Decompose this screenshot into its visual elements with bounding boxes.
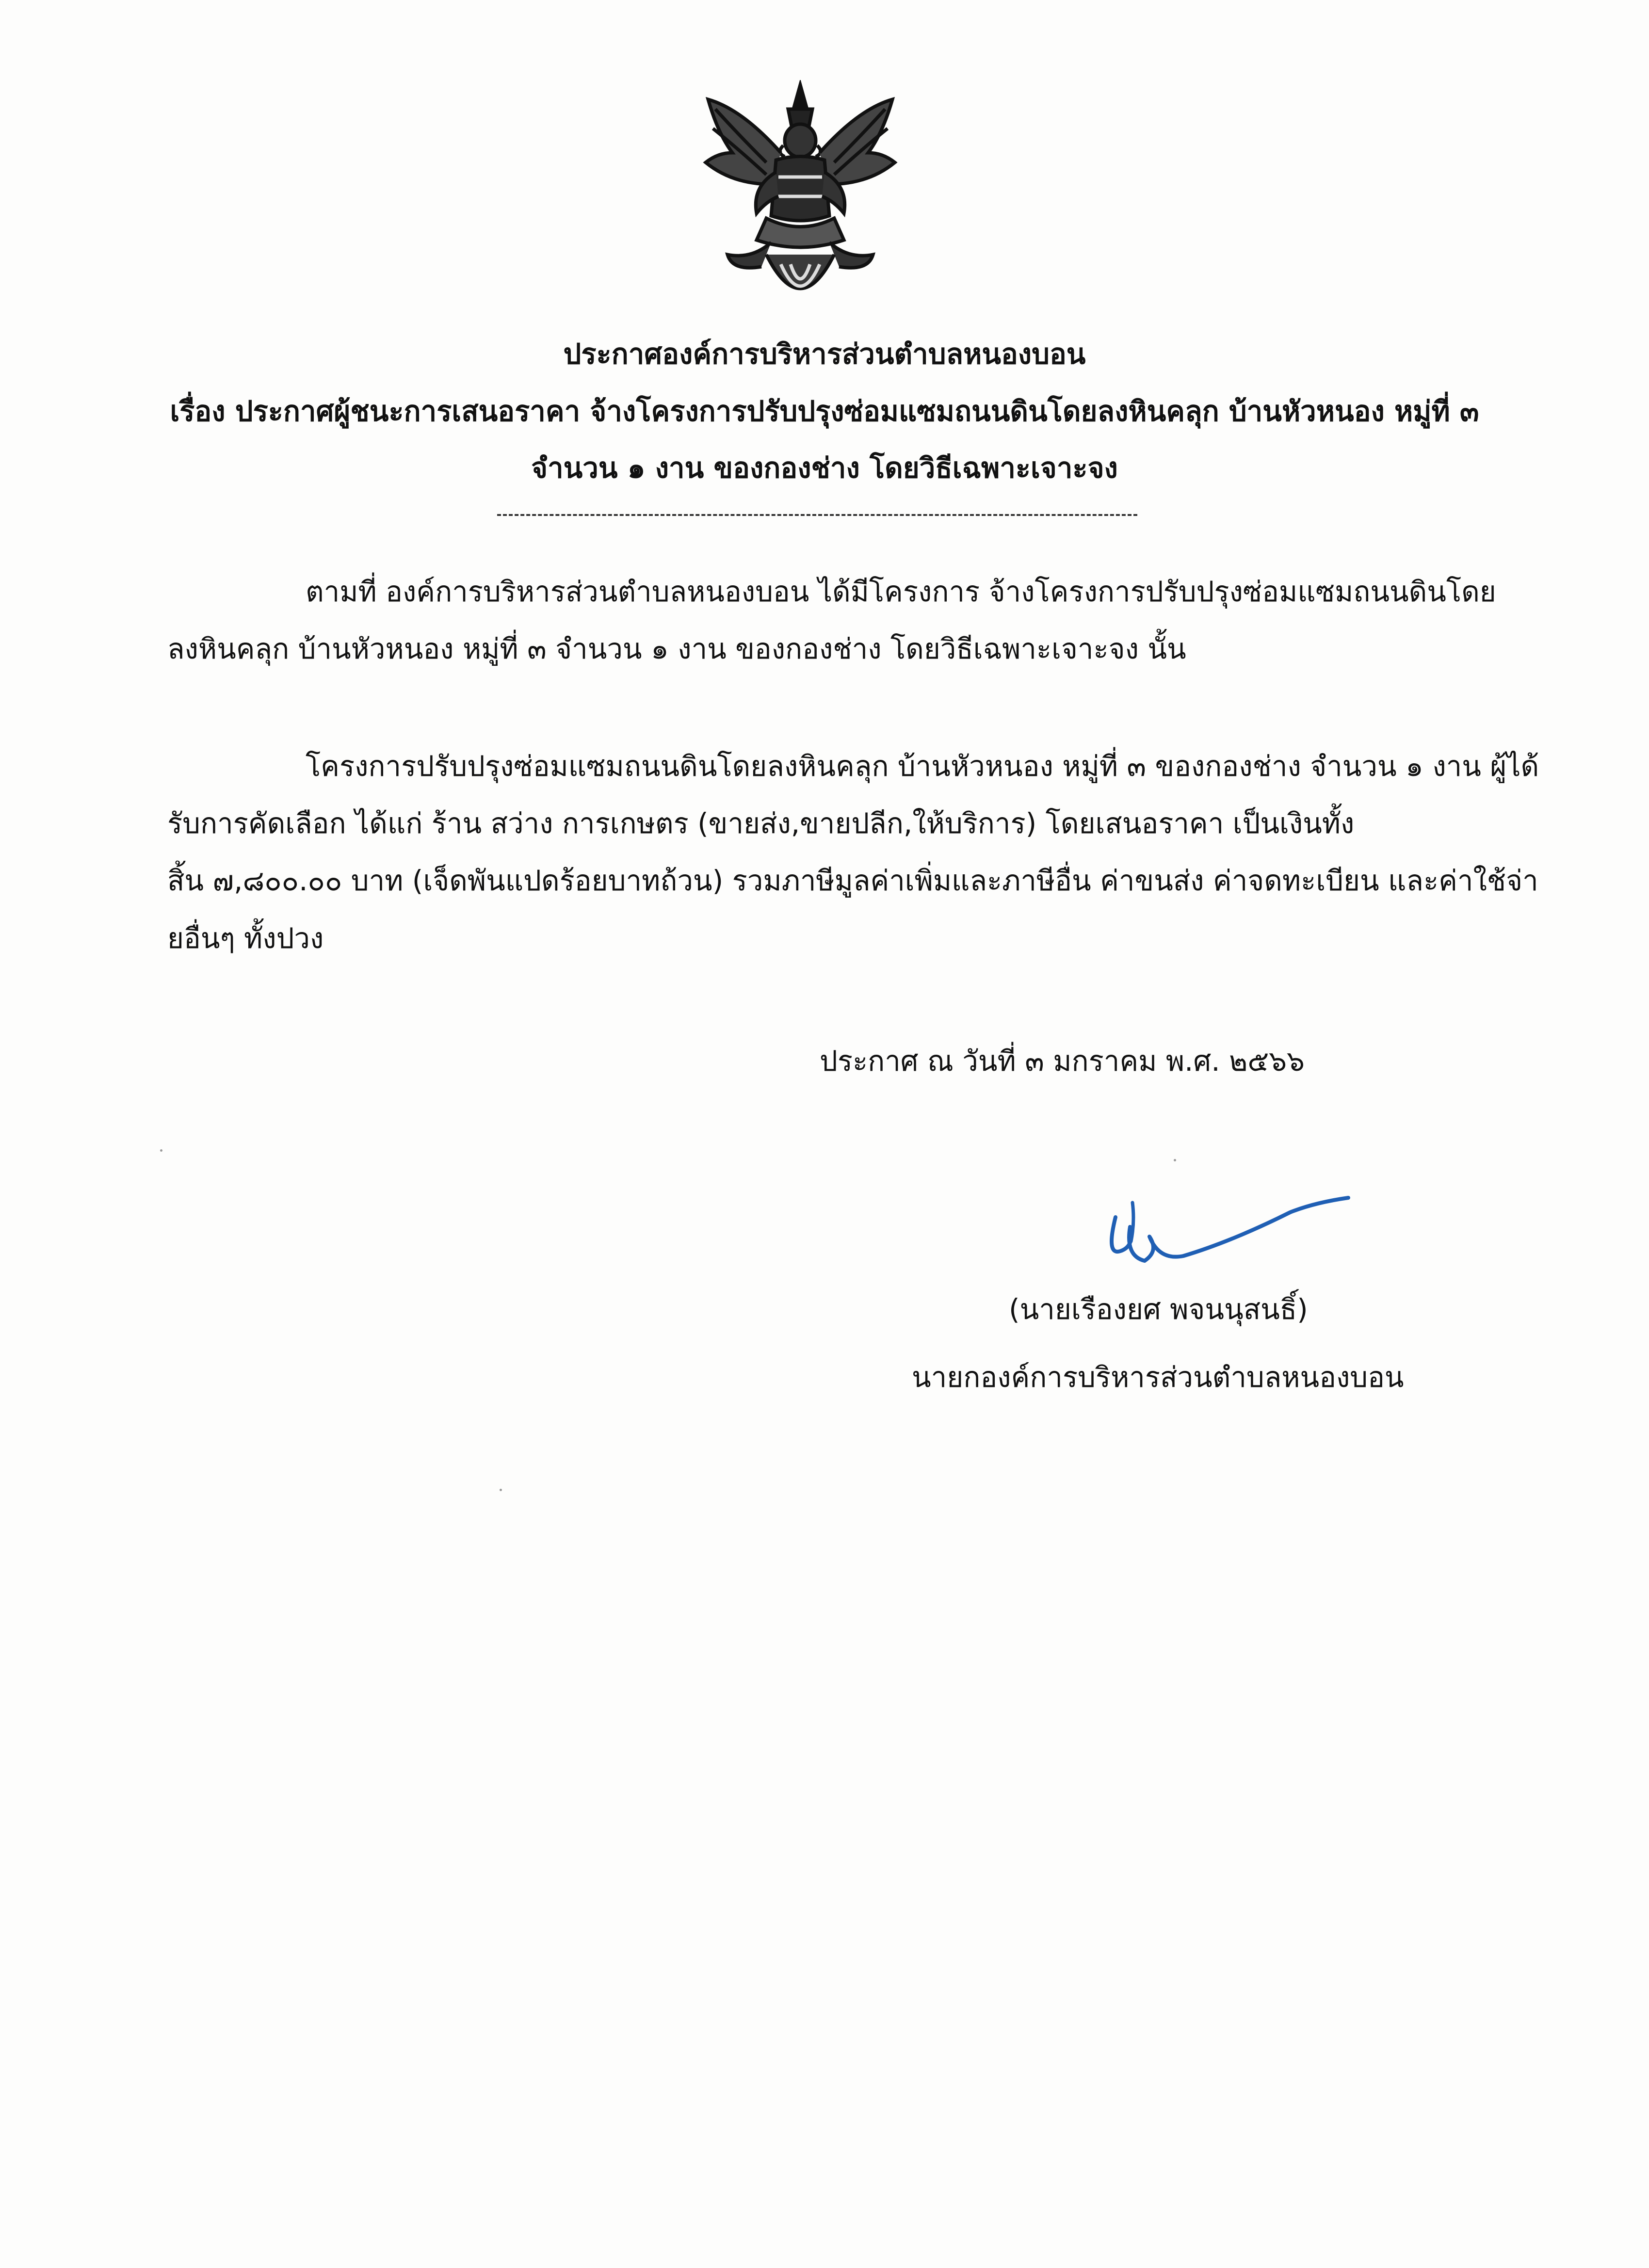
signature-icon	[1086, 1183, 1358, 1295]
subject-line-1: เรื่อง ประกาศผู้ชนะการเสนอราคา จ้างโครงการปรับปรุงซ่อมแซมถนนดินโดยลงหินคลุก บ้านหัวหนอง หมู่ที่ ๓	[170, 395, 1479, 428]
paragraph-1-line-2: ลงหินคลุก บ้านหัวหนอง หมู่ที่ ๓ จำนวน ๑ งาน ของกองช่าง โดยวิธีเฉพาะเจาะจง นั้น	[167, 632, 1186, 665]
paragraph-2-line-2: รับการคัดเลือก ได้แก่ ร้าน สว่าง การเกษตร (ขายส่ง,ขายปลีก,ให้บริการ) โดยเสนอราคา เป็นเงินทั้ง	[167, 807, 1355, 840]
scan-speck	[160, 1149, 162, 1152]
signatory-position: นายกองค์การบริหารส่วนตำบลหนองบอน	[912, 1361, 1404, 1394]
paragraph-2-line-3: สิ้น ๗,๘๐๐.๐๐ บาท (เจ็ดพันแปดร้อยบาทถ้วน) รวมภาษีมูลค่าเพิ่มและภาษีอื่น ค่าขนส่ง ค่าจดทะเบียน และค่าใช้จ่า	[167, 864, 1538, 897]
announcement-date: ประกาศ ณ วันที่ ๓ มกราคม พ.ศ. ๒๕๖๖	[820, 1045, 1305, 1078]
scan-speck	[1174, 1159, 1176, 1161]
separator-line	[497, 514, 1137, 516]
paragraph-2-line-1: โครงการปรับปรุงซ่อมแซมถนนดินโดยลงหินคลุก บ้านหัวหนอง หมู่ที่ ๓ ของกองช่าง จำนวน ๑ งาน ผู้ได้	[306, 750, 1539, 783]
garuda-emblem-icon	[698, 80, 902, 318]
subject-line-2: จำนวน ๑ งาน ของกองช่าง โดยวิธีเฉพาะเจาะจง	[531, 451, 1118, 484]
scan-speck	[500, 1489, 502, 1491]
announcement-title: ประกาศองค์การบริหารส่วนตำบลหนองบอน	[563, 338, 1086, 370]
signatory-name: (นายเรืองยศ พจนนุสนธิ์)	[1009, 1293, 1308, 1326]
paragraph-1-line-1: ตามที่ องค์การบริหารส่วนตำบลหนองบอน ได้มีโครงการ จ้างโครงการปรับปรุงซ่อมแซมถนนดินโดย	[306, 575, 1496, 608]
paragraph-2-line-4: ยอื่นๆ ทั้งปวง	[167, 922, 324, 955]
